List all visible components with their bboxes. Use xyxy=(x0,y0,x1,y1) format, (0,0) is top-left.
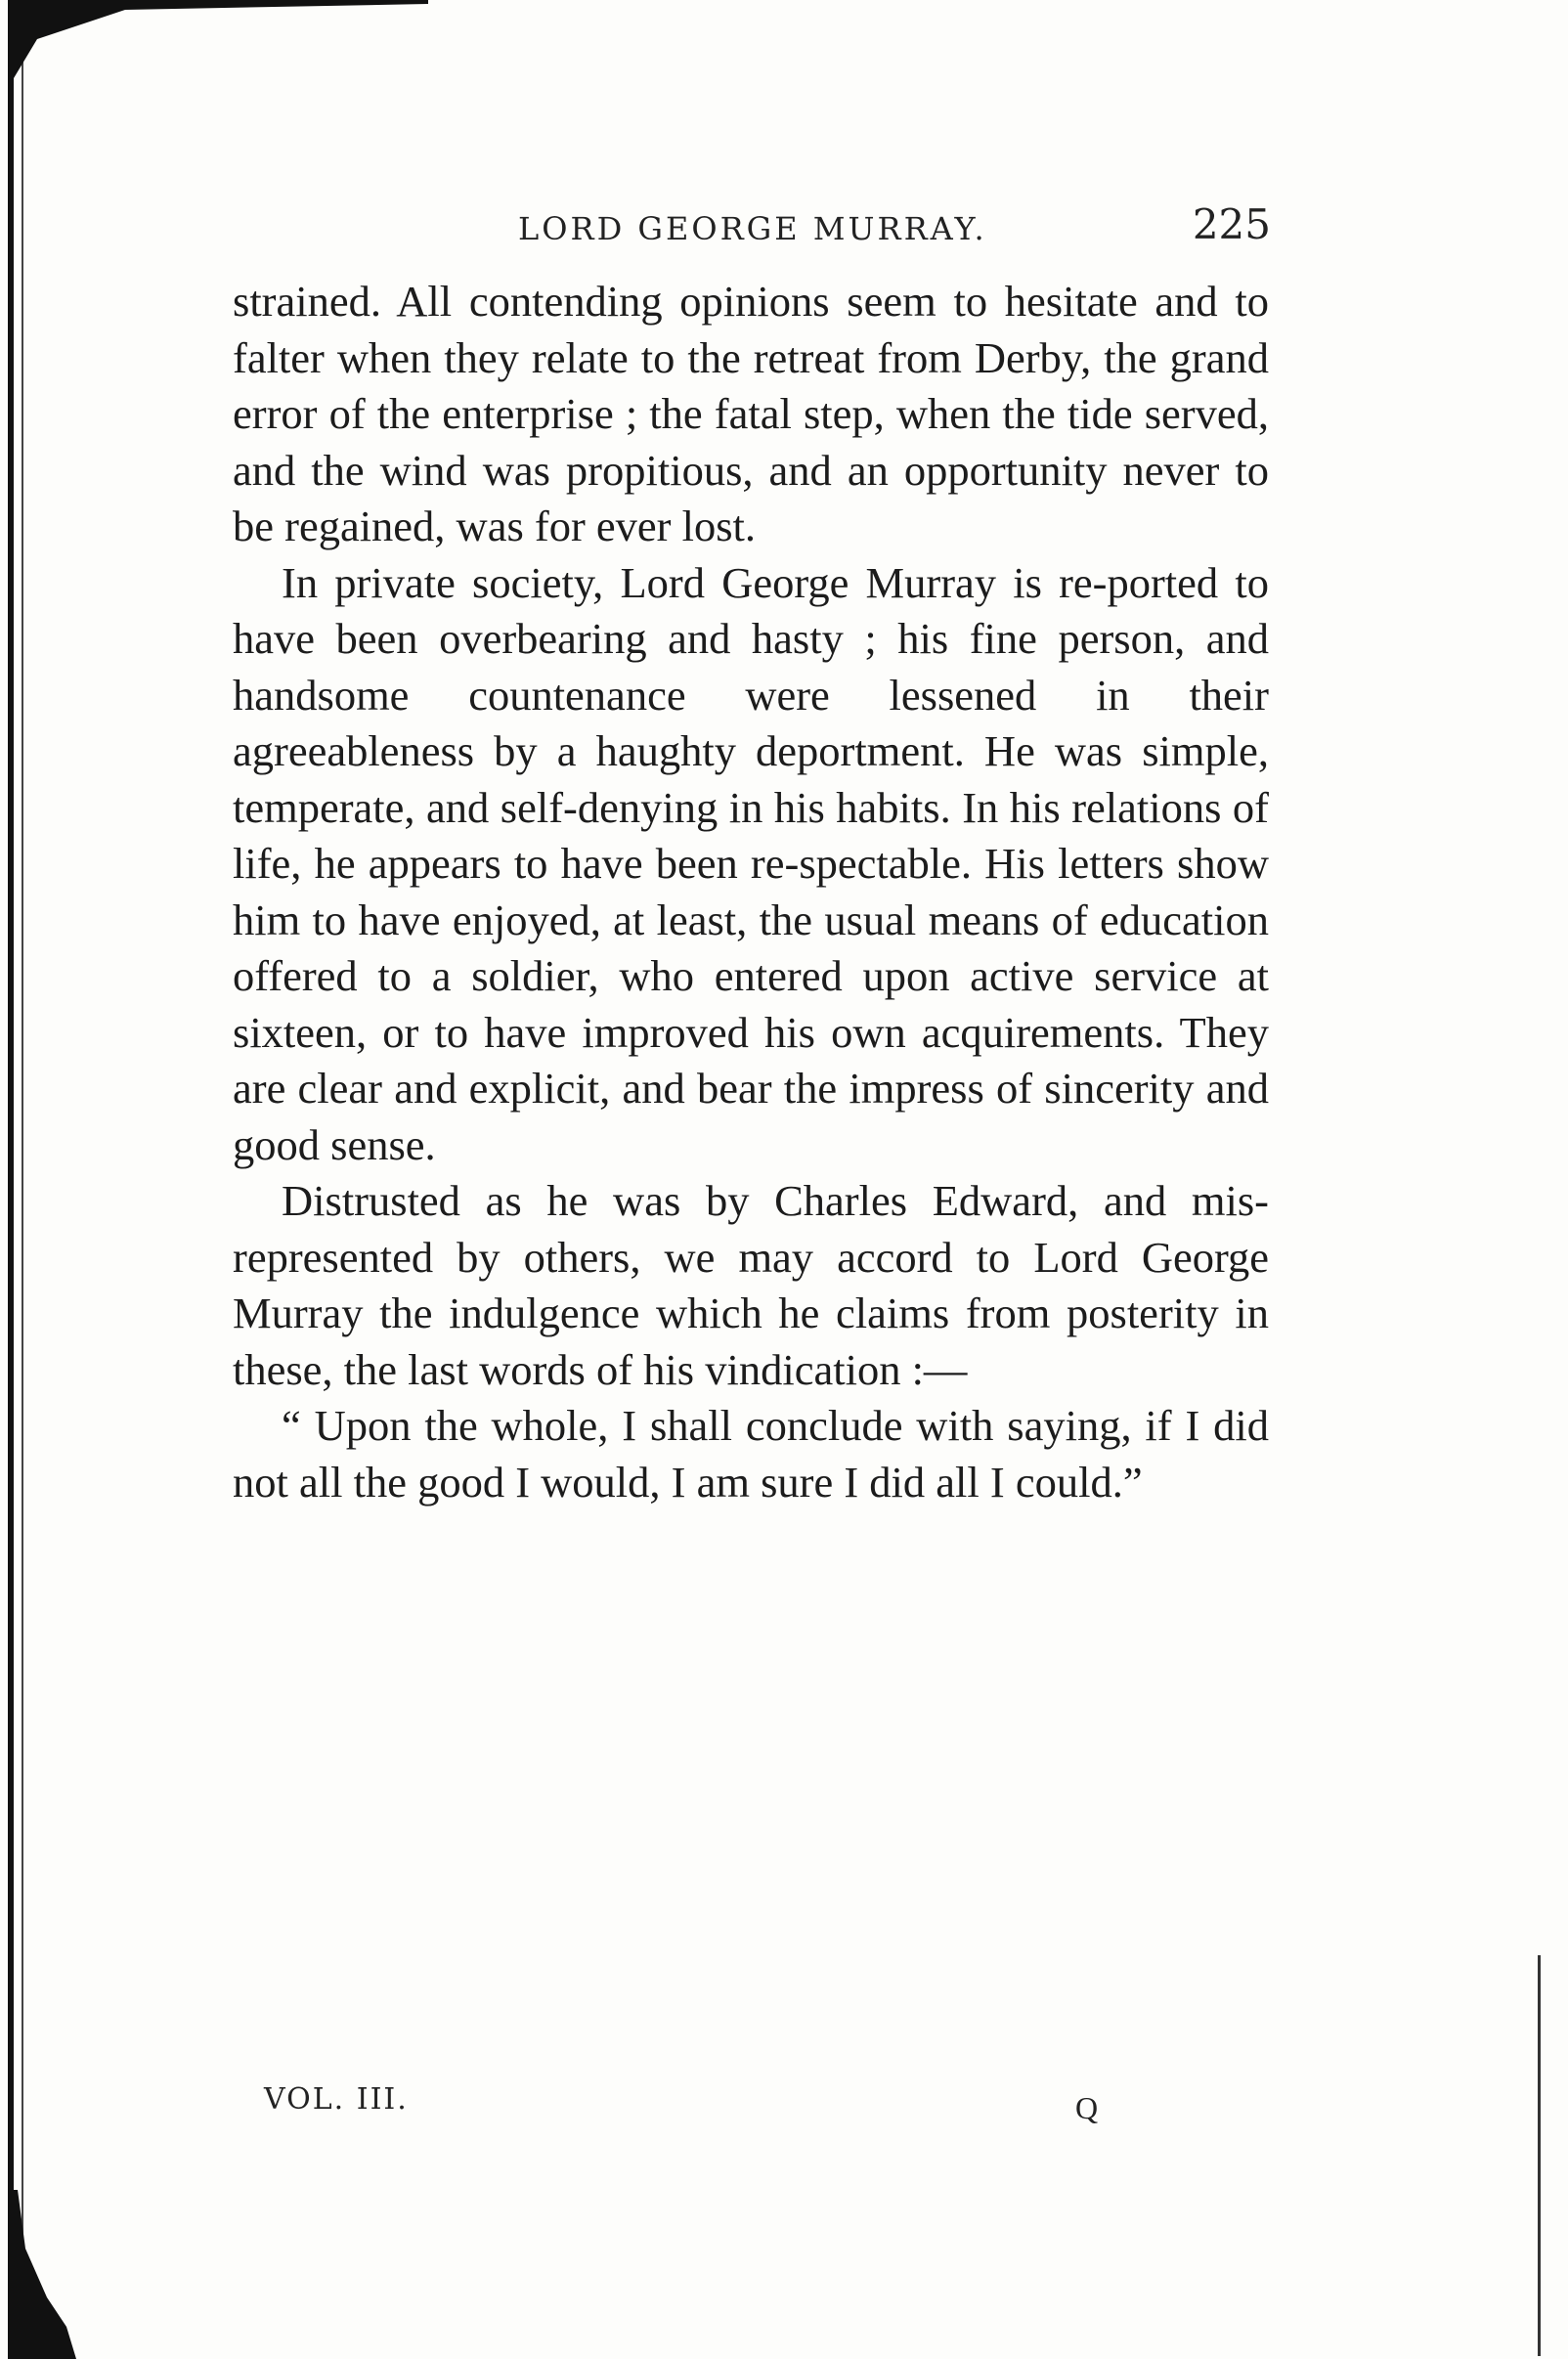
paragraph: “ Upon the whole, I shall conclude with saying, if I did not all the good I would, I am sure I did all I could.” xyxy=(233,1401,1269,1507)
signature-mark: Q xyxy=(1075,2090,1099,2125)
scan-edge-left-inner xyxy=(22,39,23,2288)
page-number: 225 xyxy=(1192,200,1271,248)
paragraph: Distrusted as he was by Charles Edward, and mis-represented by others, we may accord to Lord George Murray the indulgence which he claims from posterity in these, the last words of his vindication :— xyxy=(233,1176,1269,1394)
paragraph: strained. All contending opinions seem to hesitate and to falter when they relate to the retreat from Derby, the grand error of the enterprise ; the fatal step, when the tide served, and the wind was propitious, and an opportunity never to be regained, was for ever lost. xyxy=(233,277,1269,550)
running-head-title: LORD GEORGE MURRAY. xyxy=(518,210,987,247)
scan-edge-right xyxy=(1538,1955,1541,2356)
volume-label: VOL. III. xyxy=(264,2082,409,2117)
scan-blot-bottom xyxy=(8,2190,76,2359)
body-text xyxy=(233,274,1269,1510)
running-head xyxy=(235,200,1271,259)
paragraph: In private society, Lord George Murray is re-ported to have been overbearing and hasty ; his fine person, and handsome countenance were lessened in their agreeableness by a haughty deportment. He was simple, temperate, and self-denying in his habits. In his relations of life, he appears to have been re-spectable. His letters show him to have enjoyed, at least, the usual means of education offered to a soldier, who entered upon active service at sixteen, or to have improved his own acquirements. They are clear and explicit, and bear the impress of sincerity and good sense. xyxy=(233,557,1269,1169)
scan-edge-left xyxy=(8,29,14,2356)
scan-corner-shadow xyxy=(8,0,428,78)
